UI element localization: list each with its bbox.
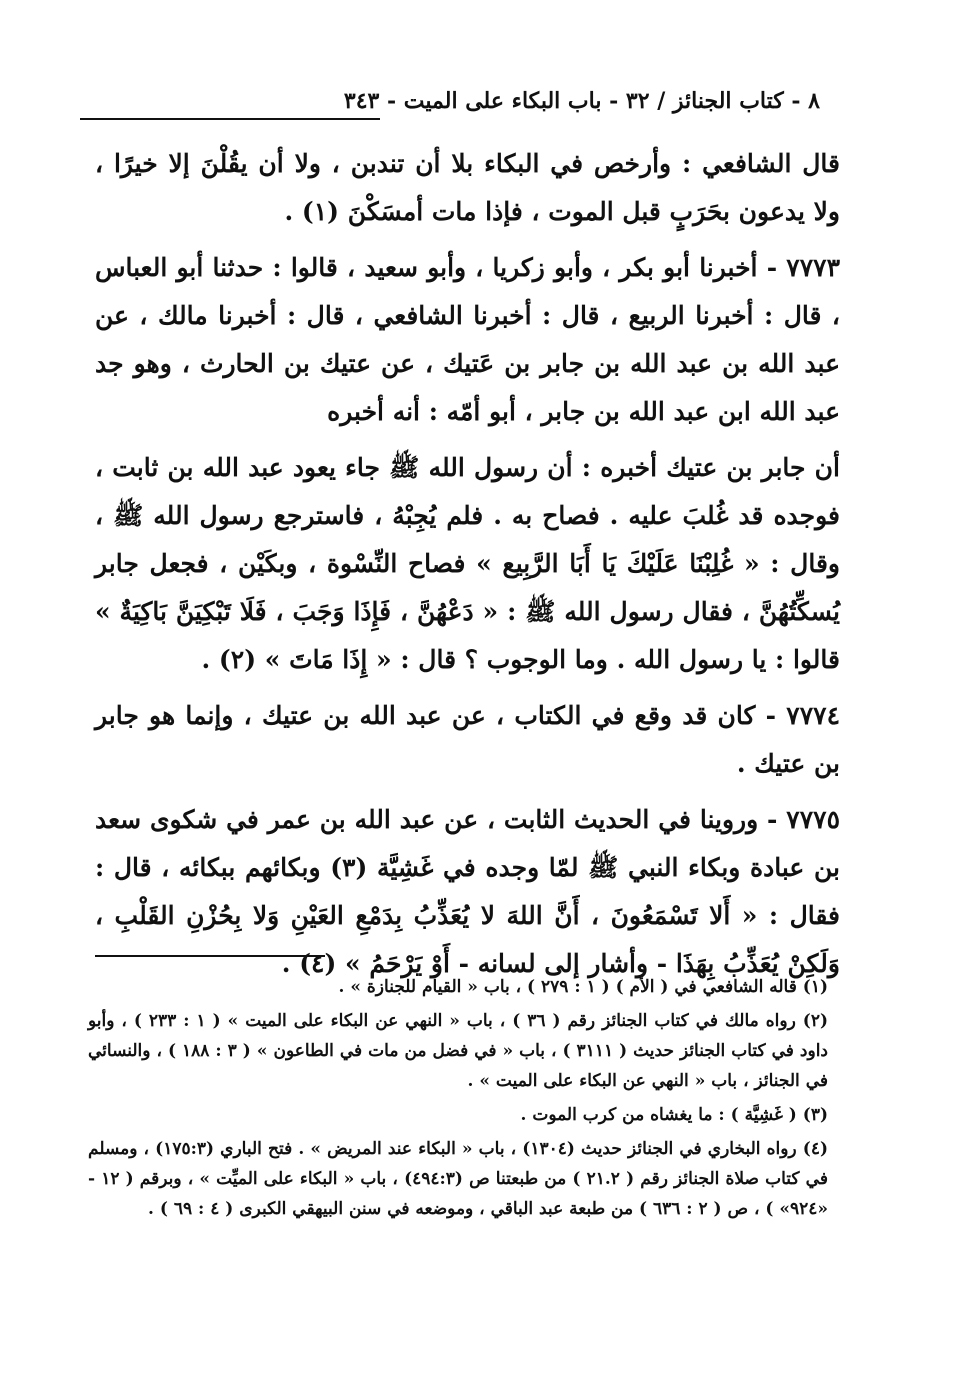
running-header <box>80 82 820 128</box>
paragraph-hadith-7773-isnad: ٧٧٧٣ - أخبرنا أبو بكر ، وأبو زكريا ، وأبو سعيد ، قالوا : حدثنا أبو العباس ، قال : أخبرنا الربيع ، قال : أخبرنا الشافعي ، قال : أخبرنا مالك ، عن عبد الله بن عبد الله بن جابر بن عَتيك ، عن عتيك بن الحارث ، وهو جد عبد الله ابن عبد الله بن جابر ، أبو أمّه : أنه أخبره <box>95 253 840 426</box>
footnote-1: (١) قاله الشافعي في ( الأم ) ( ١ : ٢٧٩ ) ، باب « القيام للجنازة » . <box>338 977 828 997</box>
footnote-2: (٢) رواه مالك في كتاب الجنائز رقم ( ٣٦ ) ، باب « النهي عن البكاء على الميت » ( ١ : ٢٣٣ ) ، وأبو داود في كتاب الجنائز حديث ( ٣١١١ ) ، باب « في فضل من مات في الطاعون » ( ٣ : ١٨٨ ) ، والنسائي في الجنائز ، باب « النهي عن البكاء على الميت » . <box>88 1011 828 1091</box>
footnote-3: (٣) ( غَشِيَّة ) : ما يغشاه من كرب الموت . <box>520 1105 828 1125</box>
footnote-4: (٤) رواه البخاري في الجنائز حديث (١٣٠٤) ، باب « البكاء عند المريض » . فتح الباري (١٧٥:٣) ، ومسلم في كتاب صلاة الجنائز رقم ( ٢١.٢ ) من طبعتنا ص (٤٩٤:٣) ، باب « البكاء على الميِّت » ، وبرقم ( ١٢ - «٩٢٤» ) ، ص ( ٢ : ٦٣٦ ) من طبعة عبد الباقي ، وموضعه في سنن البيهقي الكبرى ( ٤ : ٦٩ ) . <box>88 1139 828 1219</box>
paragraph-hadith-7774: ٧٧٧٤ - كان قد وقع في الكتاب ، عن عبد الله بن عتيك ، وإنما هو جابر بن عتيك . <box>95 701 840 778</box>
footnotes <box>88 972 828 1228</box>
paragraph-hadith-7773-matn: أن جابر بن عتيك أخبره : أن رسول الله ﷺ جاء يعود عبد الله بن ثابت ، فوجده قد غُلبَ عليه . فصاح به . فلم يُجِبْهُ ، فاسترجع رسول الله ﷺ ، وقال : « غُلِبْنَا عَلَيْكَ يَا أَبَا الرَّبِيع » فصاح النِّسْوة ، وبكَيْن ، فجعل جابر يُسكِّتُهُنَّ ، فقال رسول الله ﷺ : « دَعْهُنَّ ، فَإِذَا وَجَبَ ، فَلَا تَبْكِيَنَّ بَاكِيَةٌ » قالوا : يا رسول الله . وما الوجوب ؟ قال : « إِذَا مَاتَ » (٢) . <box>95 453 840 674</box>
running-title: ٨ - كتاب الجنائز / ٣٢ - باب البكاء على الميت - ٣٤٣ <box>343 88 820 114</box>
paragraph-shafii-opinion: قال الشافعي : وأرخص في البكاء بلا أن تندبن ، ولا أن يقُلْنَ إلا خيرًا ، ولا يدعون بحَرَبٍ قبل الموت ، فإذا مات أمسَكْنَ (١) . <box>95 149 840 226</box>
main-text <box>95 140 840 996</box>
paragraph-hadith-7775: ٧٧٧٥ - وروينا في الحديث الثابت ، عن عبد الله بن عمر في شكوى سعد بن عبادة وبكاء النبي ﷺ لمّا وجده في غَشِيَّة (٣) وبكائهم ببكائه ، قال : فقال : « أَلا تَسْمَعُونَ ، أَنَّ اللهَ لا يُعَذِّبُ بِدَمْعِ العَيْنِ وَلا بِحُزْنِ القَلْبِ ، وَلَكِنْ يُعَذِّبُ بِهَذَا - وأشار إلى لسانه - أَوْ يَرْحَمُ » (٤) . <box>95 805 840 978</box>
footnote-rule <box>95 955 325 957</box>
header-rule <box>80 118 380 120</box>
